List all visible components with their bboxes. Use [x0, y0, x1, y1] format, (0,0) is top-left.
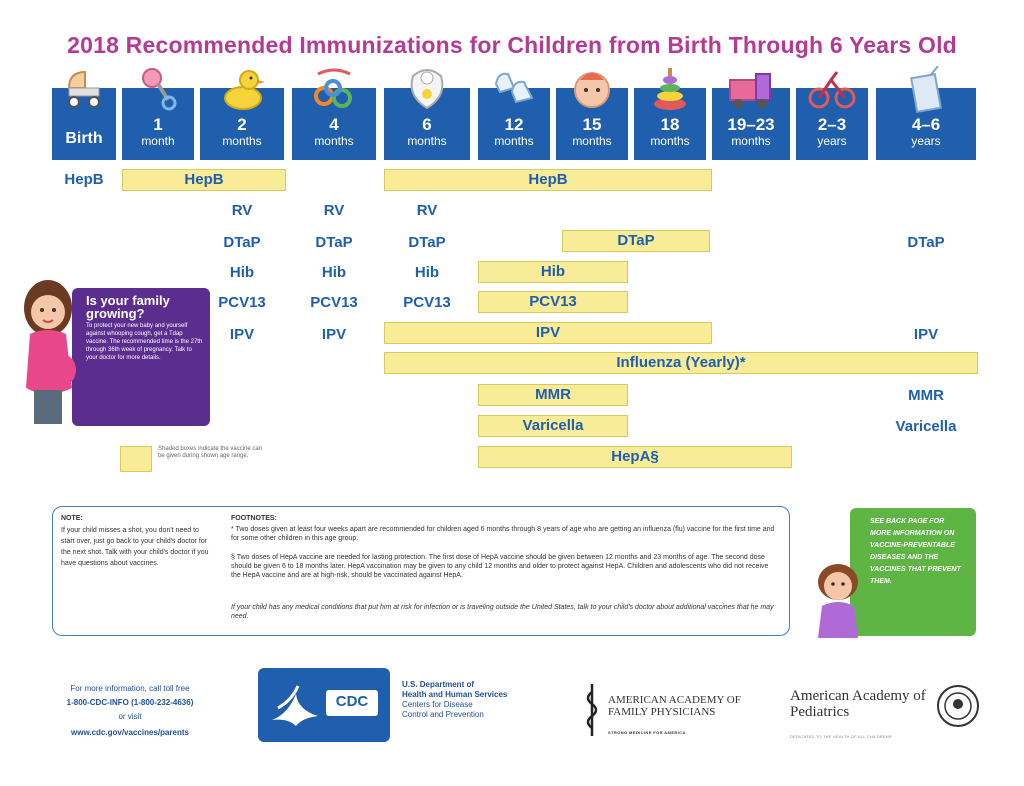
duck-icon: [217, 66, 267, 112]
age-unit: months: [572, 134, 612, 148]
dtap-6-months: DTaP: [408, 234, 446, 251]
pcv13-bar-12-15-months: PCV13: [478, 291, 628, 313]
age-unit: months: [314, 134, 354, 148]
varicella-bar-12-15-months: Varicella: [478, 415, 628, 437]
aap-name: American Academy of Pediatrics: [790, 688, 926, 720]
pcv13-2-months: PCV13: [218, 294, 266, 311]
hhs-line-1: U.S. Department of: [402, 680, 475, 689]
stroller-icon: [61, 66, 107, 112]
ipv-2-months: IPV: [229, 326, 255, 343]
age-number: 6: [422, 115, 432, 134]
age-header-6-months: [384, 88, 470, 160]
toy-train-icon: [726, 66, 776, 112]
age-unit: months: [407, 134, 447, 148]
age-header-4-months: [292, 88, 376, 160]
stacking-toy-icon: [650, 66, 690, 114]
age-number: 19–23: [727, 115, 775, 134]
mmr-bar-12-15-months: MMR: [478, 384, 628, 406]
teether-rings-icon: [312, 66, 356, 114]
shoes-icon: [492, 66, 536, 112]
pcv13-4-months: PCV13: [310, 294, 358, 311]
aap-tagline: DEDICATED TO THE HEALTH OF ALL CHILDREN®: [790, 734, 893, 739]
info-or: or visit: [118, 712, 142, 721]
hib-2-months: Hib: [229, 264, 255, 281]
notes-box: [52, 506, 790, 636]
age-unit: months: [222, 134, 262, 148]
pregnancy-text: To protect your new baby and yourself against whooping cough, get a Tdap vaccine. The recommended time is the 27th through 36th week of pregnancy. Talk to your doctor for more details.: [86, 323, 203, 361]
baby-face-icon: [570, 66, 614, 112]
hepb-birth: HepB: [64, 171, 104, 188]
hib-4-months: Hib: [321, 264, 347, 281]
age-number: 18: [660, 115, 680, 134]
tricycle-icon: [807, 66, 857, 112]
hib-bar-12-15-months: Hib: [478, 261, 628, 283]
age-number: 4: [329, 115, 339, 134]
age-header-1-month: [122, 88, 194, 160]
pregnancy-title: Is your family growing?: [86, 293, 170, 321]
rattle-icon: [138, 66, 178, 112]
legend-swatch: [120, 446, 152, 472]
ipv-4-6-years: IPV: [913, 326, 939, 343]
hhs-text: [402, 680, 562, 720]
hib-6-months: Hib: [414, 264, 440, 281]
dtap-2-months: DTaP: [223, 234, 261, 251]
age-label: Birth: [65, 130, 103, 147]
hhs-eagle-icon: [268, 680, 322, 730]
age-header-4-6-years: [876, 88, 976, 160]
age-header-19-23-months: [712, 88, 790, 160]
see-back-page-panel: SEE BACK PAGE FOR MORE INFORMATION ON VACCINE-PREVENTABLE DISEASES AND THE VACCINES THAT PREVENT THEM.: [850, 508, 976, 636]
info-phone[interactable]: 1-800-CDC-INFO (1-800-232-4636): [66, 698, 194, 707]
age-unit: months: [650, 134, 690, 148]
footnote-2: § Two doses of HepA vaccine are needed for lasting protection. The first dose of HepA vaccine should be given between 12 months and 23 months of age. The second dose should be given 6 to 18 months later. HepA vaccination may be given to any child 12 months and older to protect against HepA. Children and adolescents who did not receive the HepA vaccine and are at high-risk, should be vaccinated against HepA.: [231, 554, 769, 579]
influenza-bar-yearly: Influenza (Yearly)*: [384, 352, 978, 374]
mmr-4-6-years: MMR: [908, 387, 944, 404]
age-header-12-months: [478, 88, 550, 160]
legend-text: Shaded boxes indicate the vaccine can be given during shown age range.: [158, 446, 263, 459]
hhs-line-2: Health and Human Services: [402, 690, 508, 699]
footnote-3: If your child has any medical conditions that put him at risk for infection or is traveling outside the United States, talk to your child's doctor about additional vaccines that he may need.: [231, 604, 774, 620]
pregnancy-info-panel: [72, 288, 210, 426]
cdc-badge: CDC: [326, 690, 378, 716]
ipv-4-months: IPV: [321, 326, 347, 343]
aafp-caduceus-icon: [582, 682, 602, 738]
dtap-4-months: DTaP: [315, 234, 353, 251]
info-url[interactable]: www.cdc.gov/vaccines/parents: [71, 728, 189, 737]
age-unit: years: [911, 134, 941, 148]
age-number: 2: [237, 115, 247, 134]
cdc-logo: [258, 668, 390, 742]
age-number: 2–3: [817, 115, 847, 134]
ipv-bar-6-18-months: IPV: [384, 322, 712, 344]
rv-2-months: RV: [231, 202, 253, 219]
hepb-bar-6-18-months: HepB: [384, 169, 712, 191]
note-text: If your child misses a shot, you don't need to start over, just go back to your child's doctor for the next shot. Talk with your child's doctor if you have questions about vaccines.: [61, 527, 209, 567]
age-number: 1: [153, 115, 163, 134]
info-line: For more information, call toll free: [70, 684, 190, 693]
footnote-1: * Two doses given at least four weeks apart are recommended for children aged 6 months through 8 years of age who are getting an influenza (flu) vaccine for the first time and for some other children in this age group.: [231, 526, 775, 542]
note-heading: NOTE:: [61, 515, 83, 522]
age-header-birth: [52, 88, 116, 160]
hepa-bar-12-23-months: HepA§: [478, 446, 792, 468]
hhs-line-4: Control and Prevention: [402, 710, 484, 719]
juice-box-icon: [906, 66, 946, 114]
aafp-name: AMERICAN ACADEMY OF FAMILY PHYSICIANS: [608, 694, 741, 718]
age-header-2-3-years: [796, 88, 868, 160]
pcv13-6-months: PCV13: [403, 294, 451, 311]
girl-illustration: [808, 562, 872, 642]
page-title: 2018 Recommended Immunizations for Children from Birth Through 6 Years Old: [67, 32, 957, 58]
age-unit: months: [494, 134, 534, 148]
age-number: 15: [582, 115, 602, 134]
footnotes-heading: FOOTNOTES:: [231, 515, 277, 522]
age-header-18-months: [634, 88, 706, 160]
hhs-line-3: Centers for Disease: [402, 700, 473, 709]
bib-icon: [405, 66, 449, 112]
aafp-tagline: STRONG MEDICINE FOR AMERICA: [608, 730, 686, 735]
age-header-2-months: [200, 88, 284, 160]
age-header-15-months: [556, 88, 628, 160]
dtap-bar-15-18-months: DTaP: [562, 230, 710, 252]
age-number: 4–6: [911, 115, 941, 134]
varicella-4-6-years: Varicella: [895, 418, 957, 435]
age-unit: years: [817, 134, 847, 148]
age-unit: month: [141, 134, 175, 148]
age-number: 12: [504, 115, 524, 134]
rv-4-months: RV: [323, 202, 345, 219]
rv-6-months: RV: [416, 202, 438, 219]
aap-seal-icon: [936, 684, 980, 728]
dtap-4-6-years: DTaP: [907, 234, 945, 251]
age-unit: months: [731, 134, 771, 148]
hepb-bar-1-2-months: HepB: [122, 169, 286, 191]
pregnant-woman-illustration: [10, 278, 86, 428]
